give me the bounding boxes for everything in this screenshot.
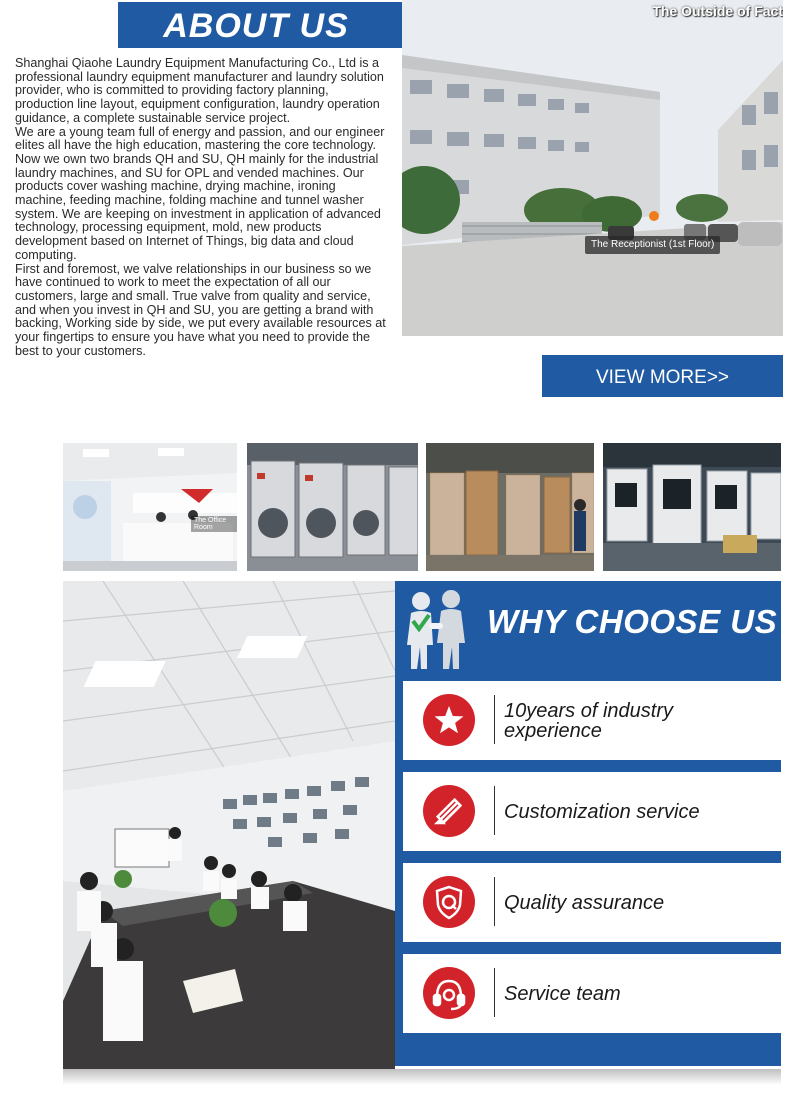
factory-illustration	[402, 0, 783, 336]
meeting-room-photo	[63, 581, 395, 1069]
about-paragraph: Shanghai Qiaohe Laundry Equipment Manufacturing Co., Ltd is a professional laundry equipment manufacturer and laundry solution provider, who is committed to providing factory planning, production line layout, equipment configuration, laundry operation guidance, a complete sustainable service project.	[15, 56, 384, 125]
reason-label: Customization service	[504, 800, 700, 823]
reason-separator	[494, 968, 495, 1017]
office-room-tag: The Office Room	[191, 516, 237, 532]
reason-separator	[494, 786, 495, 835]
receptionist-tag[interactable]: The Receptionist (1st Floor)	[585, 236, 720, 254]
packaging-illustration	[426, 443, 594, 571]
view-more-button[interactable]: VIEW MORE>>	[542, 355, 783, 397]
reason-label: Quality assurance	[504, 891, 665, 914]
reason-separator	[494, 695, 495, 744]
reason-experience	[403, 681, 781, 760]
office-illustration	[63, 443, 237, 571]
why-choose-us-panel	[395, 581, 781, 1066]
pencil-ruler-icon	[423, 785, 475, 837]
cnc-illustration	[603, 443, 781, 571]
gallery-packaging-photo	[426, 443, 594, 571]
shield-q-icon	[423, 876, 475, 928]
about-paragraph: First and foremost, we valve relationships in our business so we have continued to work to meet the expectation of all our customers, large and small. True valve from quality and service, and when you invest in QH and SU, you are getting a brand with backing, Working side by side, we put every available resources at your fingertips to ensure you have what you need to provide the best to your customers.	[15, 261, 386, 358]
gallery-machines-photo	[247, 443, 418, 571]
why-choose-us-title: WHY CHOOSE US	[487, 603, 778, 640]
factory-exterior-photo	[402, 0, 783, 336]
star-icon	[423, 694, 475, 746]
reason-label: Service team	[504, 982, 621, 1005]
reason-separator	[494, 877, 495, 926]
about-us-title: ABOUT US	[163, 7, 349, 45]
about-paragraph: We are a young team full of energy and passion, and our engineer elites all have the high education, mastering the core technology. Now we own two brands QH and SU, QH mainly for the industrial laundry machines, and SU for OPL and vended machines. Our products cover washing machine, drying machine, ironing machine, feeding machine, folding machine and tunnel washer system. We are keeping on investment in application of advanced technology, processing equipment, mold, new products development based on Internet of Things, big data and cloud computing.	[15, 124, 385, 262]
gallery-cnc-photo	[603, 443, 781, 571]
machines-illustration	[247, 443, 418, 571]
factory-caption: The Outside of Fact	[652, 3, 783, 19]
meeting-room-illustration	[63, 581, 395, 1069]
gallery-office-photo	[63, 443, 237, 571]
bottom-shadow	[63, 1069, 781, 1085]
headset-icon	[423, 967, 475, 1019]
reason-quality	[403, 863, 781, 942]
handshake-people-icon	[399, 587, 471, 673]
about-us-text	[15, 57, 390, 358]
reason-label: 10years of industry experience	[504, 699, 673, 742]
about-us-banner	[118, 2, 440, 48]
reason-service-team	[403, 954, 781, 1033]
reason-customization	[403, 772, 781, 851]
